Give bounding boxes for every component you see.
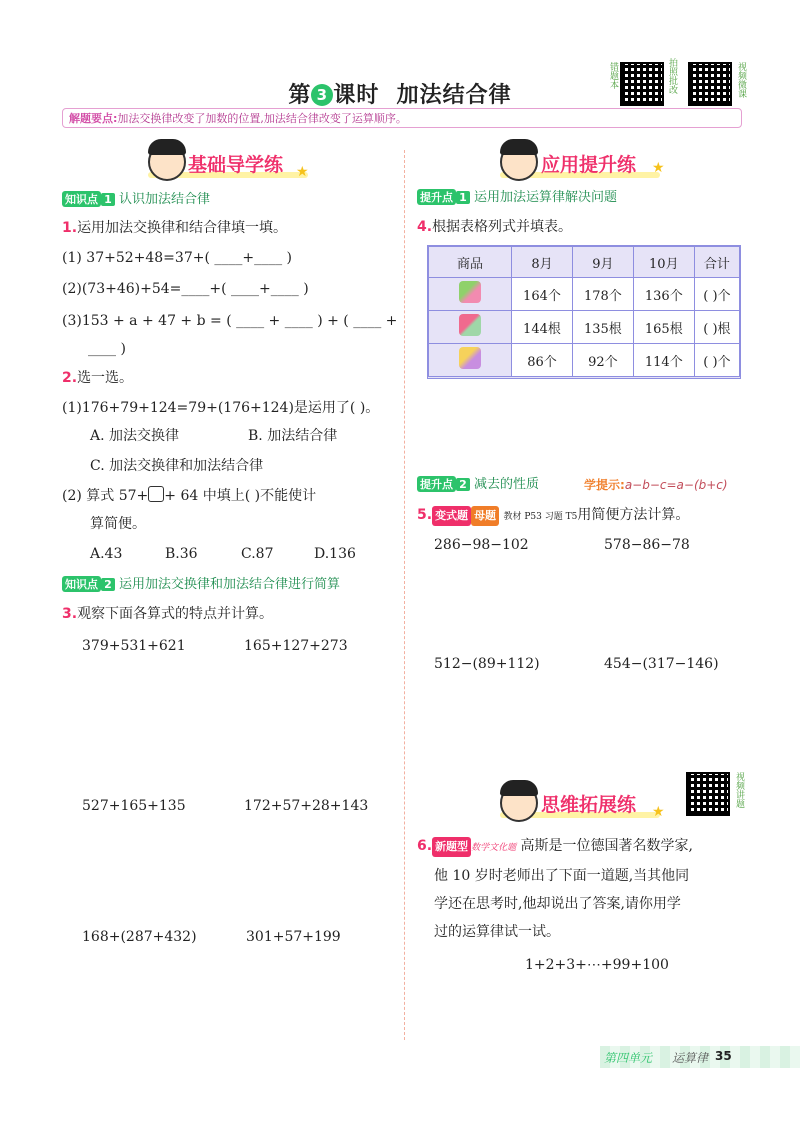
question-6-line2: 他 10 岁时老师出了下面一道题,当其他同 [434, 868, 690, 884]
qr-label-video: 视频微课 [736, 62, 746, 98]
question-1c: (3)153 + a + 47 + b = ( ____ + ____ ) + ( ____ + [62, 313, 398, 329]
table-header: 8月 [512, 247, 573, 278]
question-2-stem: 2.选一选。 [62, 370, 134, 386]
child-mascot-icon [148, 143, 186, 181]
cube-icon [459, 347, 481, 369]
expression: 512−(89+112) [434, 656, 540, 672]
lesson-number-badge: 3 [311, 84, 333, 106]
improvement-point-2: 提升点 2 减去的性质 [417, 473, 539, 492]
section-title-extension: 思维拓展练 [541, 794, 637, 816]
page-number: 35 [715, 1049, 732, 1063]
choice-b: B.36 [165, 546, 198, 562]
option-a: A. 加法交换律 [90, 428, 180, 444]
child-mascot-icon [500, 143, 538, 181]
question-1b: (2)(73+46)+54=____+( ____+____ ) [62, 281, 309, 297]
improvement-point-1: 提升点 1 运用加法运算律解决问题 [417, 186, 617, 205]
footer-unit: 第四单元 [604, 1051, 653, 1065]
choice-a: A.43 [90, 546, 123, 562]
table-header: 合计 [694, 247, 739, 278]
knowledge-point-2: 知识点 2 运用加法交换律和加法结合律进行简算 [62, 573, 340, 592]
choice-d: D.136 [314, 546, 356, 562]
option-b: B. 加法结合律 [248, 428, 338, 444]
question-2-part2-cont: 算简便。 [90, 516, 146, 532]
question-1c-cont: ____ ) [88, 341, 126, 357]
table-header: 10月 [633, 247, 694, 278]
qr-code-icon[interactable] [688, 62, 732, 106]
question-2-part2: (2) 算式 57+ + 64 中填上( )不能使计 [62, 488, 317, 504]
expression: 168+(287+432) [82, 929, 197, 945]
answer-blank[interactable]: ( )个 [694, 344, 739, 377]
table-row: 86个 92个 114个 ( )个 [429, 344, 740, 377]
question-1-stem: 1.运用加法交换律和结合律填一填。 [62, 220, 288, 236]
answer-blank[interactable]: ( )根 [694, 311, 739, 344]
table-header: 商品 [429, 247, 512, 278]
goods-table [427, 245, 741, 379]
question-3-stem: 3.观察下面各算式的特点并计算。 [62, 606, 274, 622]
answer-blank[interactable]: ( )个 [694, 278, 739, 311]
expression: 301+57+199 [246, 929, 341, 945]
question-4-stem: 4.根据表格列式并填表。 [417, 219, 573, 235]
table-row: 144根 135根 165根 ( )根 [429, 311, 740, 344]
page-footer [600, 1046, 800, 1068]
question-6-line3: 学还在思考时,他却说出了答案,请你用学 [434, 896, 681, 912]
expression: 527+165+135 [82, 798, 186, 814]
star-icon: ★ [652, 160, 665, 176]
eraser-icon [459, 314, 481, 336]
option-c: C. 加法交换律和加法结合律 [90, 458, 264, 474]
expression: 172+57+28+143 [244, 798, 369, 814]
qr-label-photo: 拍照批改 [667, 58, 677, 94]
star-icon: ★ [652, 804, 665, 820]
child-mascot-icon [500, 784, 538, 822]
knowledge-point-1: 知识点 1 认识加法结合律 [62, 188, 210, 207]
choice-c: C.87 [241, 546, 274, 562]
expression: 454−(317−146) [604, 656, 719, 672]
table-header: 9月 [572, 247, 633, 278]
qr-label-mistakes: 错题本 [608, 62, 618, 89]
expression: 1+2+3+⋯+99+100 [525, 957, 669, 973]
question-5-stem: 5. 变式题 母题 教材 P53 习题 T5用简便方法计算。 [417, 505, 689, 527]
star-icon: ★ [296, 164, 309, 180]
keypoint-bar: 解题要点:加法交换律改变了加数的位置,加法结合律改变了运算顺序。 [62, 108, 742, 128]
brush-icon [459, 281, 481, 303]
qr-code-icon[interactable] [620, 62, 664, 106]
footer-topic: 运算律 [672, 1051, 709, 1065]
section-title-applied: 应用提升练 [541, 154, 637, 176]
hint-box: 学提示:a−b−c=a−(b+c) [584, 478, 728, 492]
qr-code-icon[interactable] [686, 772, 730, 816]
expression: 165+127+273 [244, 638, 348, 654]
expression: 379+531+621 [82, 638, 186, 654]
question-1a: (1) 37+52+48=37+( ____+____ ) [62, 250, 293, 266]
expression: 578−86−78 [604, 537, 690, 553]
blank-box[interactable] [148, 486, 164, 502]
column-divider [404, 150, 405, 1040]
question-6-stem: 6. 新题型 数学文化题 高斯是一位德国著名数学家, [417, 836, 693, 858]
page-title: 第 3 课时 加法结合律 [288, 83, 512, 108]
question-2-part1: (1)176+79+124=79+(176+124)是运用了( )。 [62, 400, 380, 416]
question-6-line4: 过的运算律试一试。 [434, 924, 560, 940]
table-row: 164个 178个 136个 ( )个 [429, 278, 740, 311]
section-title-basic: 基础导学练 [188, 154, 284, 176]
qr-label-video-lecture: 视频讲题 [734, 772, 744, 808]
expression: 286−98−102 [434, 537, 529, 553]
